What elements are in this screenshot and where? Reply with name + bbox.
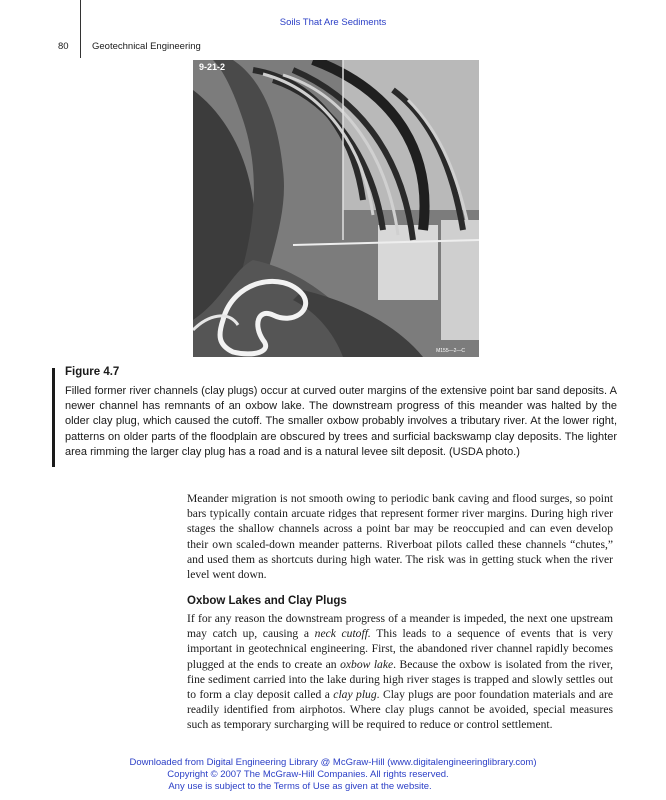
page-number: 80 <box>58 41 69 52</box>
header-rule <box>80 0 81 58</box>
section-heading: Oxbow Lakes and Clay Plugs <box>187 595 347 607</box>
figure-title: Figure 4.7 <box>65 366 120 378</box>
aerial-photo <box>193 60 479 357</box>
p2-text-a: If for any reason the downstream progress of a meander is impeded, the next one upstream may catch up, causing a <box>187 612 613 641</box>
footer-copyright: Copyright © 2007 The McGraw-Hill Companies. All rights reserved. <box>167 769 449 780</box>
photo-label: 9-21-2 <box>199 62 226 72</box>
photo-code: M155—2—C <box>436 348 465 354</box>
term-neck-cutoff: neck cutoff. <box>314 627 371 641</box>
body-paragraph-2 <box>187 611 613 733</box>
footer-download-link[interactable]: Downloaded from Digital Engineering Library @ McGraw-Hill (www.digitalengineeringlibrary.com) <box>129 757 537 768</box>
footer-terms: Any use is subject to the Terms of Use as given at the website. <box>168 781 432 792</box>
footer <box>0 757 666 793</box>
figure-caption: Filled former river channels (clay plugs) occur at curved outer margins of the extensive point bar sand deposits. A newer channel has remnants of an oxbow lake. The downstream progress of this meander was halted by the older clay plug, which caused the cutoff. The smaller oxbow probably involves a tributary river. At the lower right, patterns on older parts of the floodplain are obscured by trees and surficial backswamp clay deposits. The lighter area rimming the larger clay plug has a road and is a natural levee silt deposit. (USDA photo.) <box>65 385 617 458</box>
p2-text-b: This leads to a sequence of events that is very important in geotechnical engineering. First, the abandoned river channel rapidly becomes plugged at the ends to create an <box>187 627 613 671</box>
term-clay-plug: clay plug <box>333 688 377 702</box>
running-head: Soils That Are Sediments <box>279 17 387 28</box>
p2-text-c: . Because the oxbow is isolated from the river, fine sediment carried into the lake during high river stages is trapped and slowly settles out to form a clay deposit called a <box>187 657 613 702</box>
caption-bar <box>52 368 55 467</box>
aerial-photo-image <box>193 60 479 357</box>
body-paragraph-1: Meander migration is not smooth owing to periodic bank caving and flood surges, so point bars typically contain arcuate ridges that represent former river margins. During high river stages the shallow channels across a point bar may be reoccupied and can even develop their own scaled-down meander patterns. Riverboat pilots called these channels “chutes,” and used them as shortcuts during high water. The risk was in getting stuck when the river level went down. <box>187 492 613 582</box>
term-oxbow-lake: oxbow lake <box>340 657 394 671</box>
book-title: Geotechnical Engineering <box>92 41 201 52</box>
p2-text-d: . Clay plugs are poor foundation materials and are readily identified from airphotos. Where clay plugs cannot be avoided, special measures such as temporary surcharging will be required to reduce or control settlement. <box>187 688 613 732</box>
